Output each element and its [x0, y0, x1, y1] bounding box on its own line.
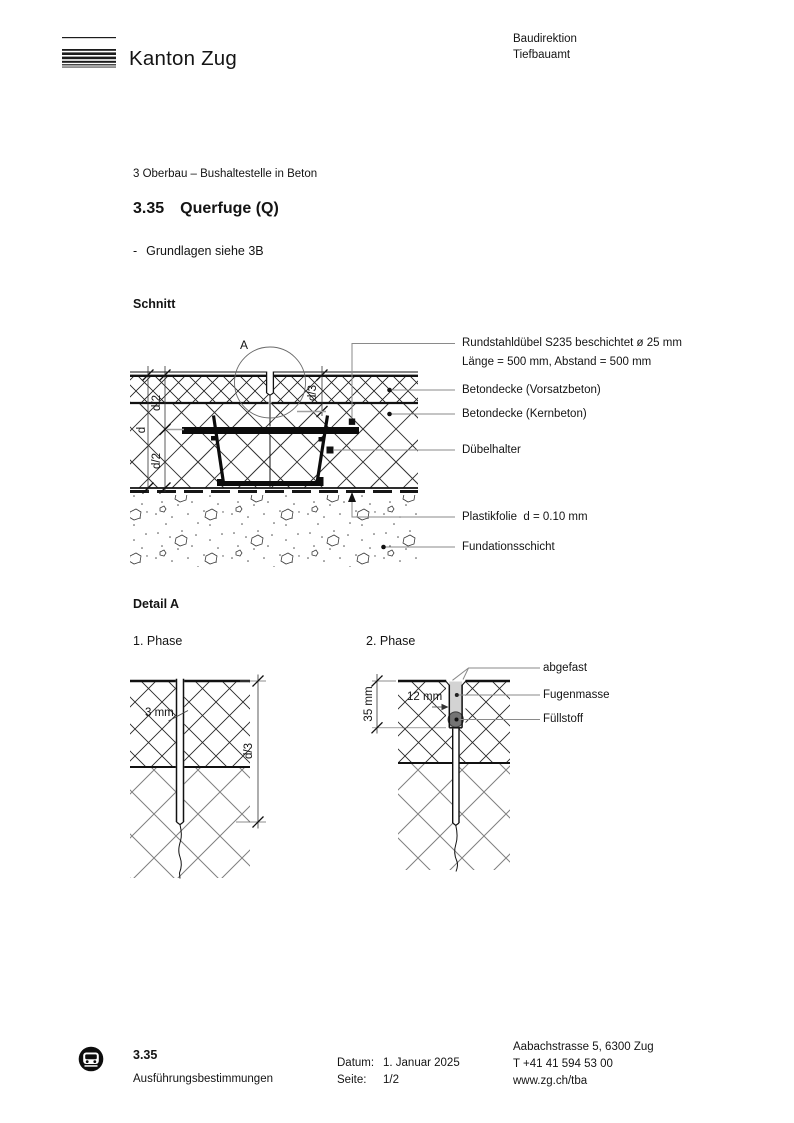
dim-d-third: d/3 [307, 385, 319, 401]
footer-doc-type: Ausführungsbestimmungen [133, 1073, 273, 1085]
dim-d-half-bottom: d/2 [151, 453, 163, 469]
dim-12mm: 12 mm [407, 691, 443, 703]
footer-website: www.zg.ch/tba [513, 1075, 588, 1087]
label-fugenmasse: Fugenmasse [543, 689, 610, 701]
label-abgefast: abgefast [543, 662, 588, 674]
kanton-zug-logo [62, 37, 116, 70]
phase2-drawing [372, 668, 541, 872]
footer-page-value: 1/2 [383, 1074, 399, 1086]
dim-d-half-top: d/2 [151, 395, 163, 411]
dim-3mm: 3 mm [145, 707, 174, 719]
phase1-title: 1. Phase [133, 634, 183, 648]
label-fundationsschicht: Fundationsschicht [462, 541, 555, 553]
dowel-bar [182, 427, 359, 434]
schnitt-drawing [130, 344, 455, 568]
bullet-text: Grundlagen siehe 3B [146, 244, 264, 258]
footer-date-label: Datum: [337, 1057, 375, 1069]
footer-section-number: 3.35 [133, 1048, 158, 1062]
label-dowel-line1: Rundstahldübel S235 beschichtet ø 25 mm [462, 337, 682, 349]
footer-phone: T +41 41 594 53 00 [513, 1058, 613, 1070]
schnitt-heading: Schnitt [133, 297, 176, 311]
footer-date-value: 1. Januar 2025 [383, 1057, 460, 1069]
label-kernbeton: Betondecke (Kernbeton) [462, 408, 587, 420]
canton-title: Kanton Zug [129, 47, 237, 70]
footer-address: Aabachstrasse 5, 6300 Zug [513, 1041, 654, 1053]
footer-page-label: Seite: [337, 1074, 367, 1086]
label-vorsatzbeton: Betondecke (Vorsatzbeton) [462, 384, 601, 396]
label-duebelhalter: Dübelhalter [462, 444, 521, 456]
label-plastikfolie: Plastikfolie d = 0.10 mm [462, 511, 588, 523]
department-line1: Baudirektion [513, 33, 577, 45]
bullet-dash: - [133, 244, 138, 258]
section-name: Querfuge (Q) [180, 200, 279, 217]
bus-icon [78, 1046, 104, 1072]
bullet-item [133, 244, 264, 259]
detail-heading: Detail A [133, 597, 180, 611]
label-dowel-line2: Länge = 500 mm, Abstand = 500 mm [462, 356, 652, 368]
department-line2: Tiefbauamt [513, 49, 571, 61]
phase2-title: 2. Phase [366, 634, 416, 648]
dim-35mm: 35 mm [363, 686, 375, 722]
dim-d-total: d [136, 426, 148, 434]
detail-marker-a: A [240, 338, 249, 352]
section-title [133, 199, 279, 219]
label-fuellstoff: Füllstoff [543, 713, 584, 725]
dim-d-third-phase1: d/3 [243, 743, 255, 759]
section-number: 3.35 [133, 200, 165, 217]
breadcrumb: 3 Oberbau – Bushaltestelle in Beton [133, 168, 318, 180]
